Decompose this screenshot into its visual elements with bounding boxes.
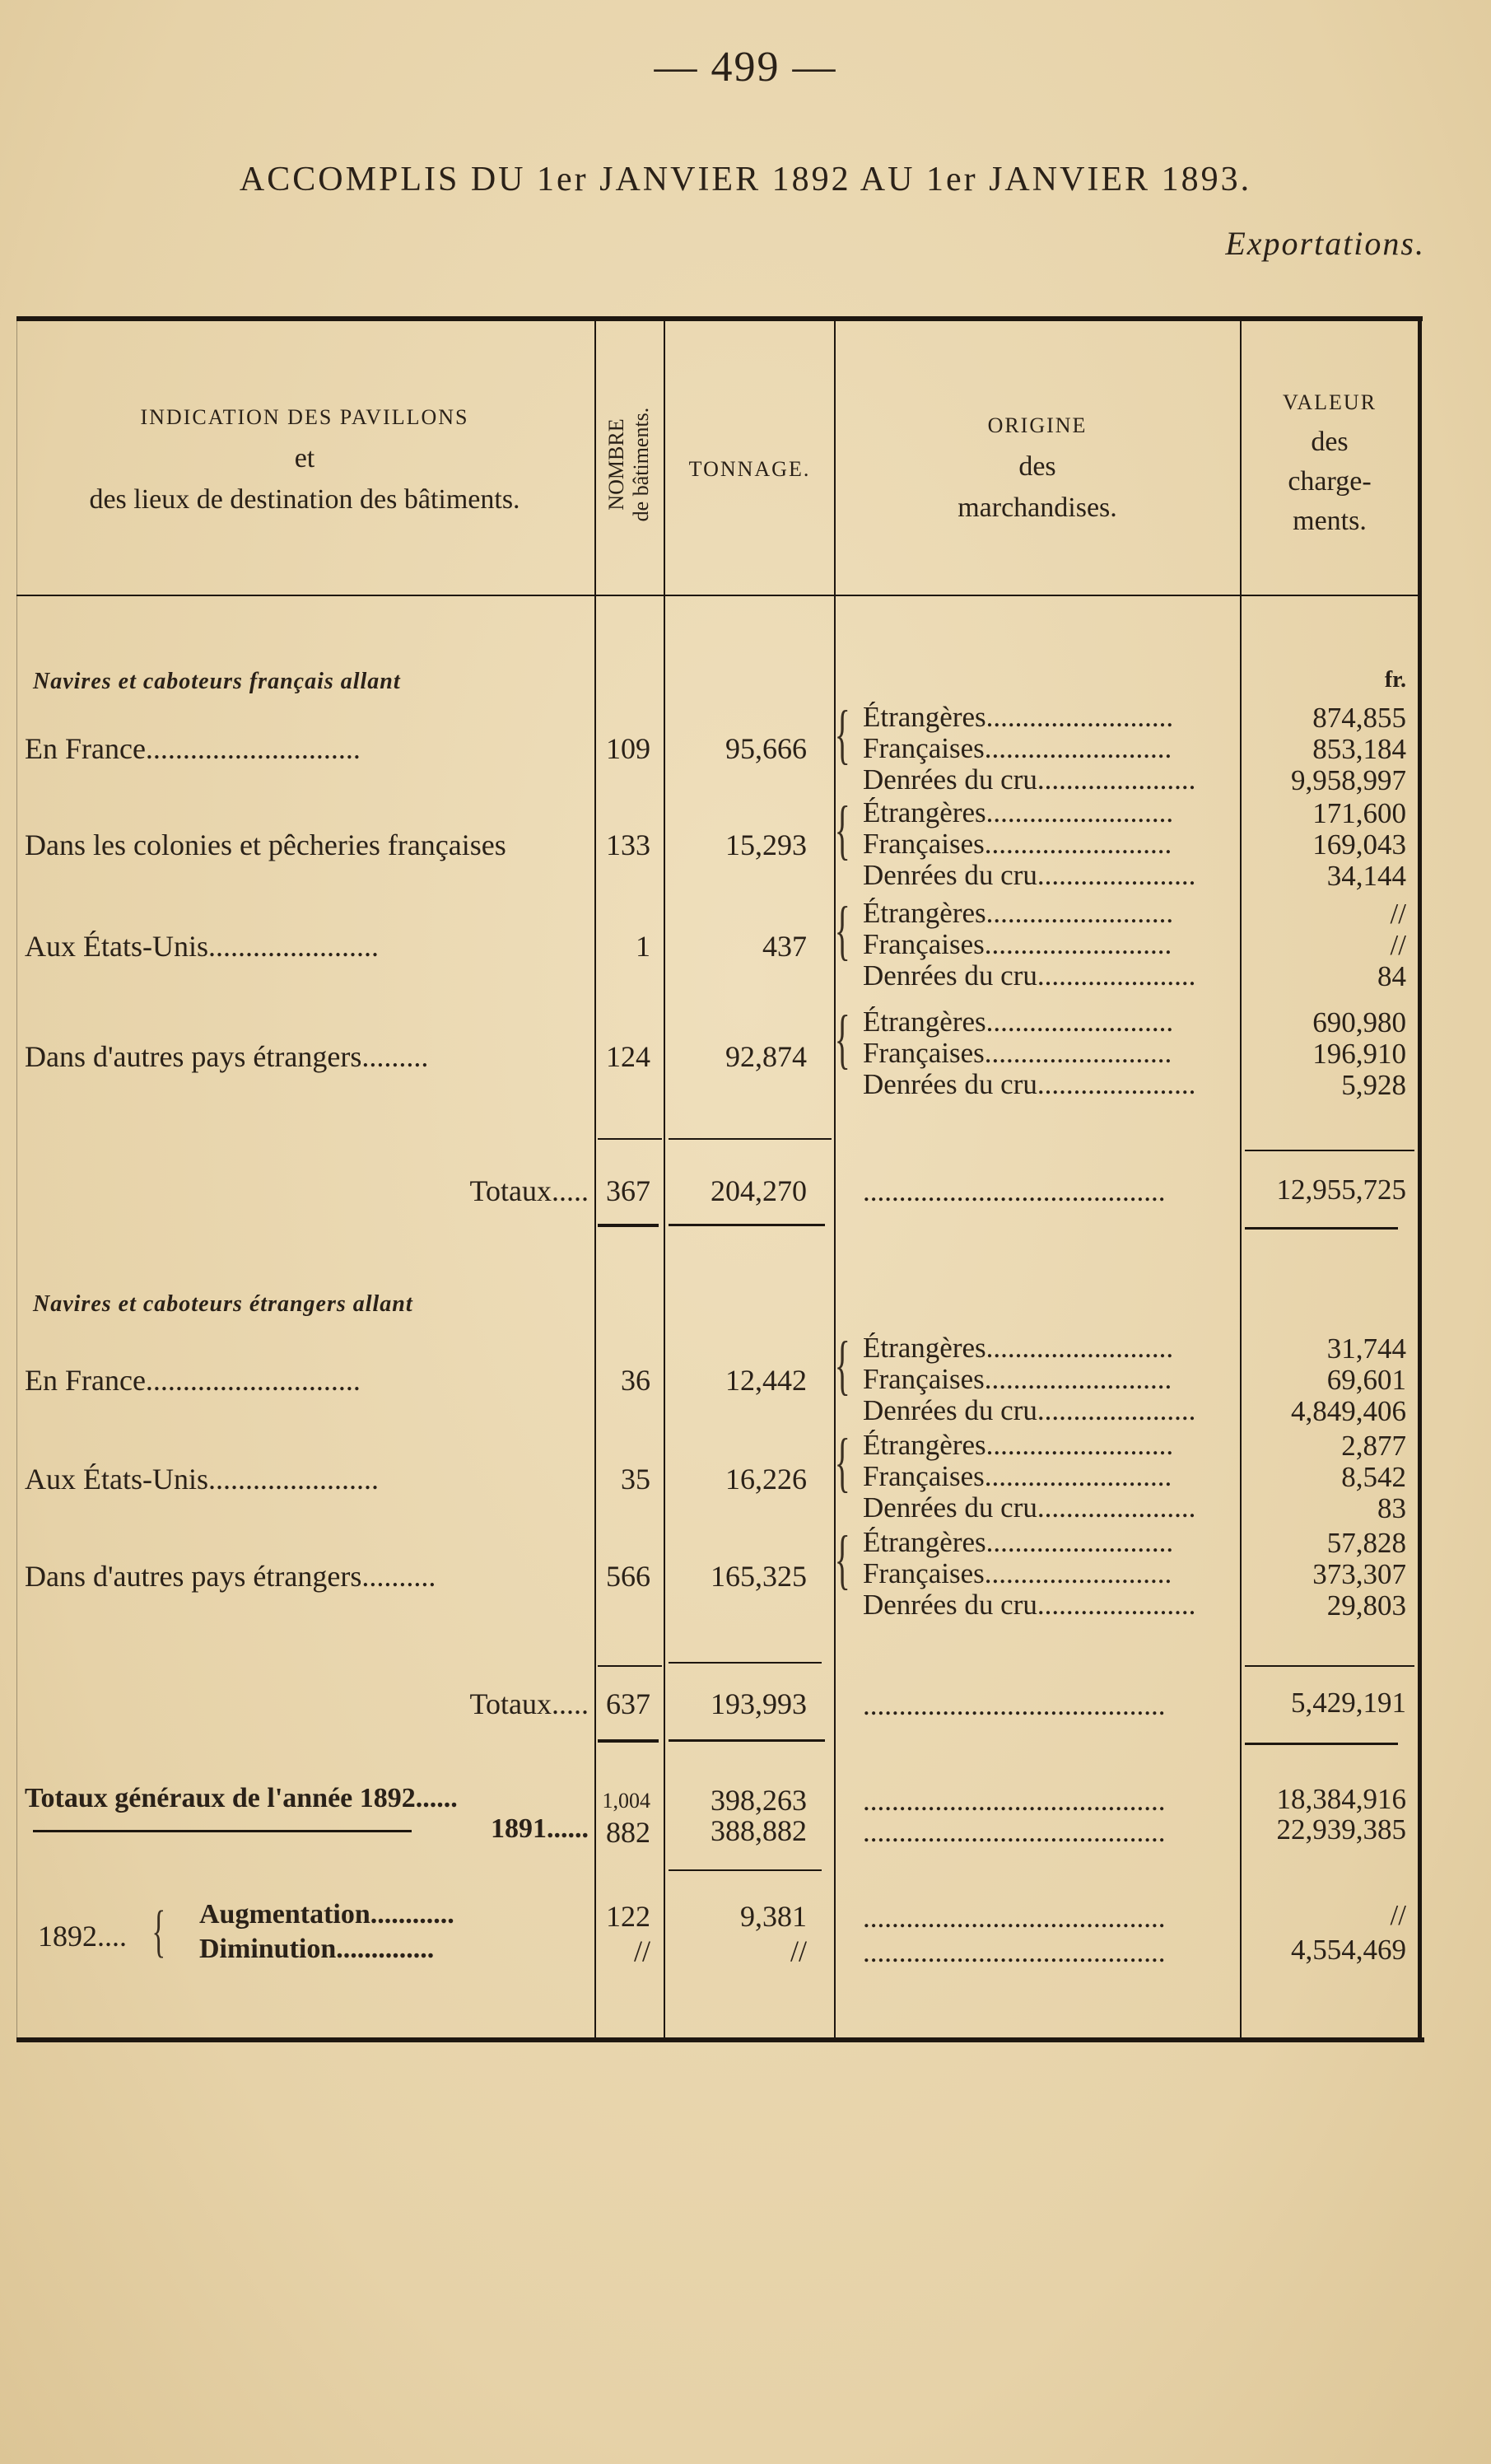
ship-count: 35 xyxy=(621,1463,650,1496)
augmentation-value: // xyxy=(1390,1899,1406,1931)
cargo-value: 57,828 xyxy=(1326,1527,1406,1559)
general-total-value: 22,939,385 xyxy=(1276,1813,1406,1846)
subtotal-rule xyxy=(669,1138,832,1140)
cargo-value: // xyxy=(1390,898,1406,930)
augmentation-tonnage: 9,381 xyxy=(740,1900,807,1933)
tonnage-value: 165,325 xyxy=(711,1560,807,1593)
origin-label: Françaises.......................... xyxy=(863,828,1172,860)
section-rule xyxy=(669,1869,822,1871)
origin-label: Denrées du cru...................... xyxy=(863,1069,1196,1100)
origin-label: Françaises.......................... xyxy=(863,1558,1172,1589)
origin-label: Étrangères.......................... xyxy=(863,898,1174,929)
brace: { xyxy=(834,698,850,771)
total-label: Totaux..... xyxy=(469,1687,589,1720)
col-divider-count-right xyxy=(664,321,665,2037)
col-header-tonnage: TONNAGE. xyxy=(688,457,811,481)
diminution-count: // xyxy=(633,1934,650,1967)
total-underline xyxy=(1245,1743,1398,1745)
section-title-french: Navires et caboteurs français allant xyxy=(33,669,401,694)
col-header-nombre: NOMBRE de bâtiments. xyxy=(604,407,653,522)
ship-count: 109 xyxy=(606,732,650,765)
total-tonnage: 193,993 xyxy=(711,1687,807,1720)
general-total-value: 18,384,916 xyxy=(1276,1783,1406,1815)
destination-label: Aux États-Unis....................... xyxy=(25,1463,379,1496)
ship-count: 1 xyxy=(636,930,650,963)
leader-dots: .......................................... xyxy=(863,1937,1166,1968)
origin-label: Étrangères.......................... xyxy=(863,1527,1174,1558)
cargo-value: 2,877 xyxy=(1341,1430,1406,1462)
tonnage-value: 15,293 xyxy=(725,828,807,861)
general-total-count: 1,004 xyxy=(602,1789,650,1813)
col-header-origine-3: marchandises. xyxy=(958,492,1117,523)
origin-label: Étrangères.......................... xyxy=(863,1430,1174,1461)
origin-label: Françaises.......................... xyxy=(863,929,1172,960)
destination-label: Dans d'autres pays étrangers.......... xyxy=(25,1560,436,1593)
ship-count: 133 xyxy=(606,828,650,861)
table-top-rule xyxy=(16,316,1423,321)
total-value: 5,429,191 xyxy=(1291,1687,1406,1719)
general-total-label: Totaux généraux de l'année 1892...... xyxy=(25,1783,458,1813)
cargo-value: 34,144 xyxy=(1326,860,1406,892)
col-header-indication-2: et xyxy=(294,443,315,474)
ship-count: 566 xyxy=(606,1560,650,1593)
origin-label: Françaises.......................... xyxy=(863,1038,1172,1069)
total-count: 367 xyxy=(606,1174,650,1207)
col-header-valeur-2: des xyxy=(1311,427,1349,457)
section-label: Exportations. xyxy=(1225,225,1425,262)
brace: { xyxy=(834,1524,850,1596)
table-bottom-rule xyxy=(16,2037,1424,2042)
augmentation-count: 122 xyxy=(606,1900,650,1933)
brace: { xyxy=(834,1329,850,1402)
augmentation-label: Augmentation............ xyxy=(199,1899,454,1930)
tonnage-value: 437 xyxy=(762,930,807,963)
cargo-value: 373,307 xyxy=(1312,1558,1406,1590)
cargo-value: // xyxy=(1390,929,1406,961)
tonnage-value: 95,666 xyxy=(725,732,807,765)
col-header-valeur-3: charge- xyxy=(1288,466,1372,497)
origin-label: Denrées du cru...................... xyxy=(863,1395,1196,1426)
cargo-value: 9,958,997 xyxy=(1291,764,1406,796)
destination-label: Dans d'autres pays étrangers......... xyxy=(25,1040,429,1073)
header-bottom-rule xyxy=(16,595,1418,596)
origin-label: Denrées du cru...................... xyxy=(863,1492,1196,1524)
brace: { xyxy=(834,894,850,967)
table-left-border xyxy=(16,321,17,2037)
ship-count: 124 xyxy=(606,1040,650,1073)
page-heading: ACCOMPLIS DU 1er JANVIER 1892 AU 1er JANVIER 1893. xyxy=(239,161,1252,198)
page-number: — 499 — xyxy=(654,44,837,91)
leader-dots: .......................................... xyxy=(863,1690,1166,1721)
cargo-value: 83 xyxy=(1377,1492,1406,1524)
cargo-value: 8,542 xyxy=(1341,1461,1406,1493)
col-divider-tonnage-right xyxy=(834,321,836,2037)
origin-label: Denrées du cru...................... xyxy=(863,764,1196,796)
origin-label: Denrées du cru...................... xyxy=(863,960,1196,992)
origin-label: Françaises.......................... xyxy=(863,1364,1172,1395)
cargo-value: 69,601 xyxy=(1326,1364,1406,1396)
general-total-tonnage: 398,263 xyxy=(711,1784,807,1817)
cargo-value: 84 xyxy=(1377,960,1406,992)
table-right-border xyxy=(1418,316,1422,2041)
origin-label: Denrées du cru...................... xyxy=(863,1589,1196,1621)
cargo-value: 5,928 xyxy=(1341,1069,1406,1101)
general-total-label: 1891...... xyxy=(491,1813,589,1844)
cargo-value: 196,910 xyxy=(1312,1038,1406,1070)
origin-label: Étrangères.......................... xyxy=(863,797,1174,828)
col-header-origine-2: des xyxy=(1018,451,1056,482)
section-title-foreign: Navires et caboteurs étrangers allant xyxy=(33,1291,413,1317)
diminution-tonnage: // xyxy=(790,1934,807,1967)
total-underline xyxy=(1245,1227,1398,1230)
general-total-tonnage: 388,882 xyxy=(711,1814,807,1847)
total-underline xyxy=(598,1224,659,1227)
cargo-value: 31,744 xyxy=(1326,1332,1406,1365)
leader-dots: .......................................... xyxy=(863,1902,1166,1934)
brace: { xyxy=(834,794,850,866)
origin-label: Françaises.......................... xyxy=(863,733,1172,764)
cargo-value: 169,043 xyxy=(1312,828,1406,861)
col-header-indication-1: INDICATION DES PAVILLONS xyxy=(140,405,469,429)
destination-label: En France............................. xyxy=(25,1364,361,1397)
origin-label: Étrangères.......................... xyxy=(863,1006,1174,1038)
leader-dots: .......................................... xyxy=(863,1785,1166,1817)
total-tonnage: 204,270 xyxy=(711,1174,807,1207)
origin-label: Denrées du cru...................... xyxy=(863,860,1196,891)
tonnage-value: 92,874 xyxy=(725,1040,807,1073)
total-underline xyxy=(669,1739,825,1742)
subtotal-rule xyxy=(598,1138,662,1140)
col-header-indication-3: des lieux de destination des bâtiments. xyxy=(89,484,520,515)
leader-dots: .......................................... xyxy=(863,1176,1166,1207)
cargo-value: 171,600 xyxy=(1312,797,1406,829)
brace: { xyxy=(151,1900,166,1963)
ship-count: 36 xyxy=(621,1364,650,1397)
cargo-value: 29,803 xyxy=(1326,1589,1406,1622)
subtotal-rule xyxy=(598,1665,662,1667)
origin-label: Étrangères.......................... xyxy=(863,702,1174,733)
col-header-origine-1: ORIGINE xyxy=(987,413,1088,437)
subtotal-rule xyxy=(669,1662,822,1664)
cargo-value: 853,184 xyxy=(1312,733,1406,765)
diminution-value: 4,554,469 xyxy=(1291,1934,1406,1966)
total-count: 637 xyxy=(606,1687,650,1720)
leader-dots: .......................................... xyxy=(863,1817,1166,1848)
destination-label: En France............................. xyxy=(25,732,361,765)
origin-label: Françaises.......................... xyxy=(863,1461,1172,1492)
tonnage-value: 16,226 xyxy=(725,1463,807,1496)
value-unit: fr. xyxy=(1384,667,1406,693)
subtotal-rule xyxy=(1245,1150,1414,1151)
destination-label: Dans les colonies et pêcheries françaises xyxy=(25,828,506,861)
cargo-value: 690,980 xyxy=(1312,1006,1406,1038)
total-underline xyxy=(669,1224,825,1226)
origin-label: Étrangères.......................... xyxy=(863,1332,1174,1364)
destination-label: Aux États-Unis....................... xyxy=(25,930,379,963)
brace: { xyxy=(834,1003,850,1076)
diminution-label: Diminution.............. xyxy=(199,1934,435,1964)
cargo-value: 874,855 xyxy=(1312,702,1406,734)
total-value: 12,955,725 xyxy=(1276,1174,1406,1206)
col-header-valeur-4: ments. xyxy=(1293,506,1367,536)
total-underline xyxy=(598,1739,659,1743)
cargo-value: 4,849,406 xyxy=(1291,1395,1406,1427)
tonnage-value: 12,442 xyxy=(725,1364,807,1397)
brace: { xyxy=(834,1426,850,1499)
col-header-valeur-1: VALEUR xyxy=(1282,390,1377,414)
general-total-count: 882 xyxy=(606,1816,650,1849)
total-label: Totaux..... xyxy=(469,1174,589,1207)
subtotal-rule xyxy=(1245,1665,1414,1667)
difference-year: 1892.... xyxy=(38,1920,127,1953)
